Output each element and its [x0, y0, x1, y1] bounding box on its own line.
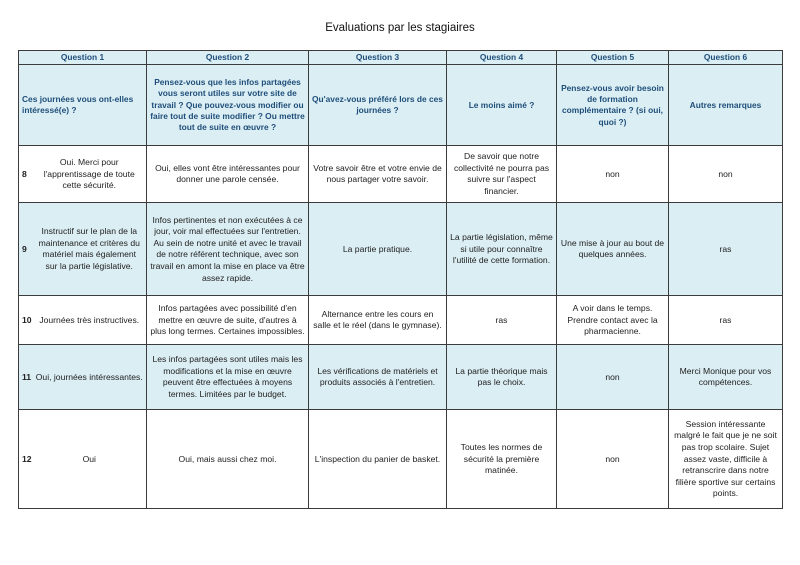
column-header-q5: Question 5	[557, 51, 669, 65]
page-title: Evaluations par les stagiaires	[325, 22, 475, 34]
row-number: 12	[19, 410, 33, 509]
answer-q1: Oui, journées intéressantes.	[33, 345, 147, 410]
table-row	[19, 146, 783, 203]
question-text-q6: Autres remarques	[669, 65, 783, 146]
header-questions-row	[19, 65, 783, 146]
answer-q5: Une mise à jour au bout de quelques années.	[557, 203, 669, 296]
answer-q4: La partie théorique mais pas le choix.	[447, 345, 557, 410]
answer-q1: Oui	[33, 410, 147, 509]
table-row	[19, 410, 783, 509]
answer-q2: Les infos partagées sont utiles mais les modifications et la mise en œuvre peuvent être effectuées à moyens termes. Limitées par le budget.	[147, 345, 309, 410]
answer-q5: non	[557, 146, 669, 203]
question-text-q1: Ces journées vous ont-elles intéressé(e) ?	[19, 65, 147, 146]
answer-q2: Oui, elles vont être intéressantes pour donner une parole censée.	[147, 146, 309, 203]
question-text-q3: Qu'avez-vous préféré lors de ces journées ?	[309, 65, 447, 146]
evaluation-table	[18, 50, 783, 509]
table-row	[19, 203, 783, 296]
answer-q4: De savoir que notre collectivité ne pourra pas suivre sur l'aspect financier.	[447, 146, 557, 203]
column-header-q2: Question 2	[147, 51, 309, 65]
table-row	[19, 345, 783, 410]
answer-q5: non	[557, 410, 669, 509]
row-number: 9	[19, 203, 33, 296]
answer-q2: Oui, mais aussi chez moi.	[147, 410, 309, 509]
table-row	[19, 296, 783, 345]
column-header-q6: Question 6	[669, 51, 783, 65]
header-names-row	[19, 51, 783, 65]
answer-q6: Merci Monique pour vos compétences.	[669, 345, 783, 410]
column-header-q4: Question 4	[447, 51, 557, 65]
row-number: 8	[19, 146, 33, 203]
answer-q5: A voir dans le temps. Prendre contact avec la pharmacienne.	[557, 296, 669, 345]
answer-q2: Infos partagées avec possibilité d'en mettre en œuvre de suite, d'autres à plus long termes. Certaines impossibles.	[147, 296, 309, 345]
answer-q3: La partie pratique.	[309, 203, 447, 296]
answer-q3: L'inspection du panier de basket.	[309, 410, 447, 509]
answer-q1: Instructif sur le plan de la maintenance et critères du matériel mais également sur la partie législative.	[33, 203, 147, 296]
answer-q3: Les vérifications de matériels et produits associés à l'entretien.	[309, 345, 447, 410]
row-number: 11	[19, 345, 33, 410]
answer-q4: La partie législation, même si utile pour connaître l'utilité de cette formation.	[447, 203, 557, 296]
column-header-q3: Question 3	[309, 51, 447, 65]
answer-q3: Votre savoir être et votre envie de nous partager votre savoir.	[309, 146, 447, 203]
answer-q6: ras	[669, 296, 783, 345]
question-text-q5: Pensez-vous avoir besoin de formation complémentaire ? (si oui, quoi ?)	[557, 65, 669, 146]
answer-q1: Journées très instructives.	[33, 296, 147, 345]
column-header-q1: Question 1	[19, 51, 147, 65]
answer-q4: Toutes les normes de sécurité la première matinée.	[447, 410, 557, 509]
answer-q3: Alternance entre les cours en salle et le réel (dans le gymnase).	[309, 296, 447, 345]
answer-q6: non	[669, 146, 783, 203]
answer-q6: ras	[669, 203, 783, 296]
answer-q6: Session intéressante malgré le fait que je ne soit pas trop scolaire. Sujet assez vaste, difficile à retranscrire dans notre filière sportive sur certains points.	[669, 410, 783, 509]
answer-q5: non	[557, 345, 669, 410]
answer-q4: ras	[447, 296, 557, 345]
question-text-q4: Le moins aimé ?	[447, 65, 557, 146]
answer-q1: Oui. Merci pour l'apprentissage de toute cette sécurité.	[33, 146, 147, 203]
row-number: 10	[19, 296, 33, 345]
answer-q2: Infos pertinentes et non exécutées à ce jour, voir mal effectuées sur l'entretien. Au sein de notre unité et avec le travail de notre référent technique, avec son travail en amont la mise en place va être assez rapide.	[147, 203, 309, 296]
question-text-q2: Pensez-vous que les infos partagées vous seront utiles sur votre site de travail ? Que pouvez-vous modifier ou faire tout de suite modifier ? Ou mettre tout de suite en œuvre ?	[147, 65, 309, 146]
